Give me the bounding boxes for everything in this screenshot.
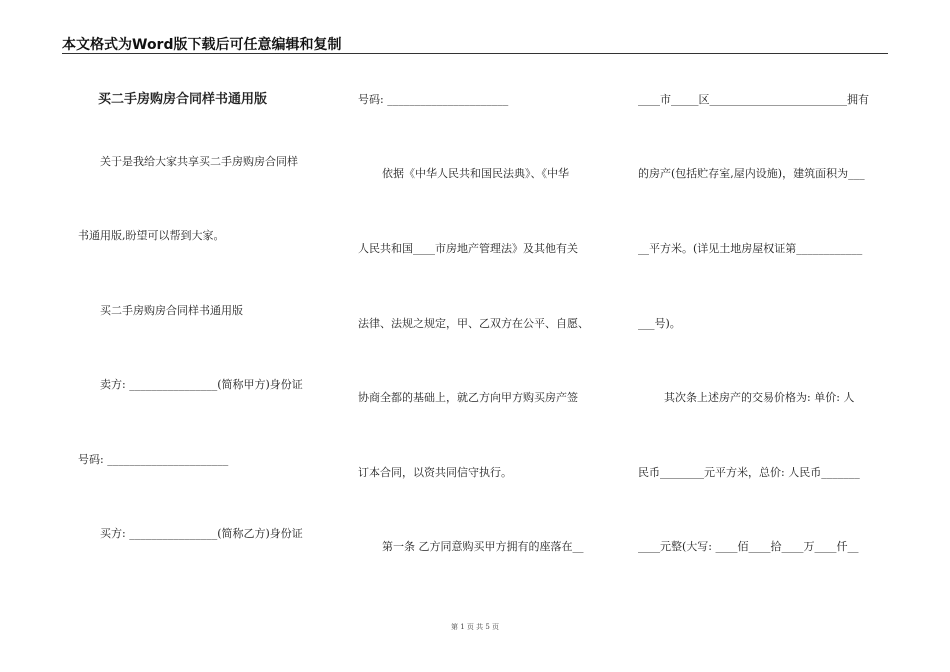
document-header: 本文格式为Word版下载后可任意编辑和复制 xyxy=(62,37,342,53)
paragraph-line: 其次条上述房产的交易价格为: 单价: 人 xyxy=(664,391,855,404)
document-title: 买二手房购房合同样书通用版 xyxy=(98,92,268,107)
paragraph-line: 法律、法规之规定，甲、乙双方在公平、自愿、 xyxy=(358,317,589,330)
paragraph-line: 卖方: ________________(简称甲方)身份证 xyxy=(100,378,303,391)
paragraph-line: __平方米。(详见土地房屋权证第____________ xyxy=(638,242,863,255)
paragraph-line: 号码: ______________________ xyxy=(358,93,509,106)
paragraph-line: 的房产(包括贮存室,屋内设施)，建筑面积为___ xyxy=(638,167,865,180)
paragraph-line: 民币________元平方米，总价: 人民币_______ xyxy=(638,466,860,479)
paragraph-line: 关于是我给大家共享买二手房购房合同样 xyxy=(100,155,298,168)
paragraph-line: 买方: ________________(简称乙方)身份证 xyxy=(100,527,303,540)
paragraph-line: 订本合同，以资共同信守执行。 xyxy=(358,466,512,479)
paragraph-line: 号码: ______________________ xyxy=(78,453,229,466)
paragraph-line: 依据《中华人民共和国民法典》、《中华 xyxy=(382,167,569,180)
paragraph-line: ____元整(大写: ____佰____拾____万____仟__ xyxy=(638,540,859,553)
paragraph-line: ___号)。 xyxy=(638,317,681,330)
paragraph-line: 第一条 乙方同意购买甲方拥有的座落在__ xyxy=(382,540,584,553)
section-heading: 买二手房购房合同样书通用版 xyxy=(100,304,243,317)
paragraph-line: 书通用版,盼望可以帮到大家。 xyxy=(78,229,225,242)
paragraph-line: ____市_____区_________________________拥有 xyxy=(638,93,869,106)
paragraph-line: 人民共和国____市房地产管理法》及其他有关 xyxy=(358,242,578,255)
page-number: 第 1 页 共 5 页 xyxy=(450,623,500,631)
header-divider xyxy=(62,53,888,54)
paragraph-line: 协商全都的基础上，就乙方向甲方购买房产签 xyxy=(358,391,578,404)
